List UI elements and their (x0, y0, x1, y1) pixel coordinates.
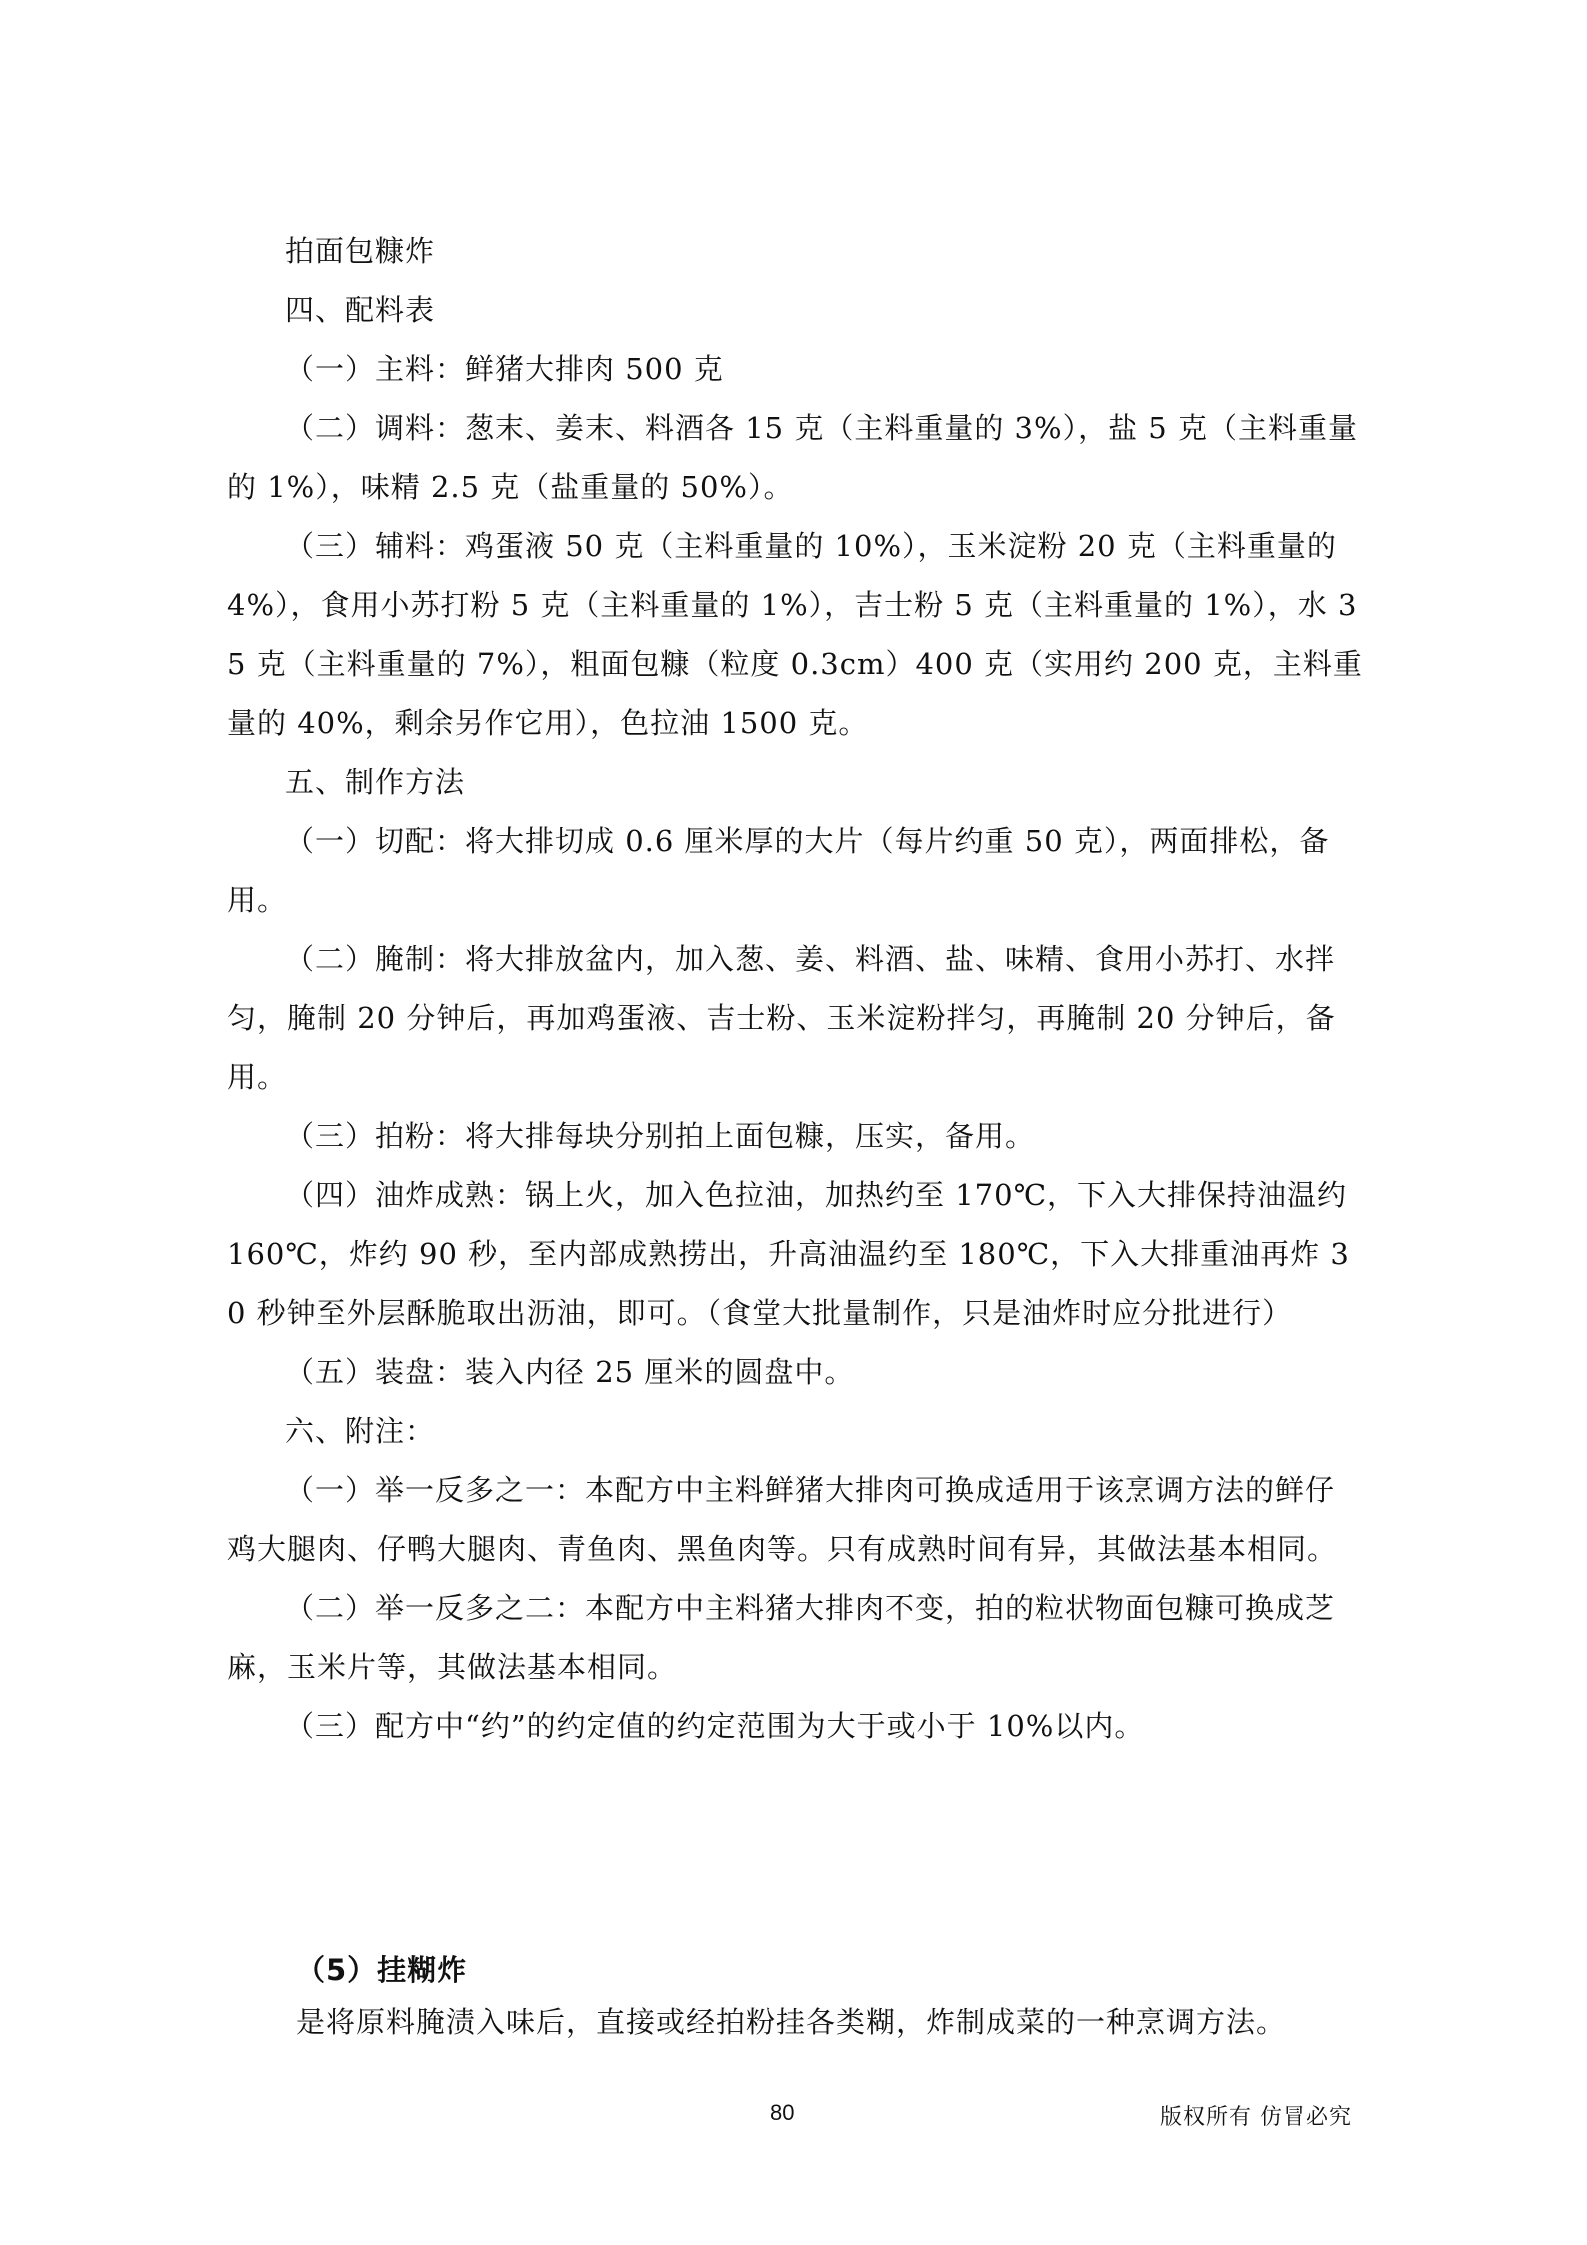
heading-notes: 六、附注： (285, 1414, 436, 1448)
paragraph-seasoning: （二）调料：葱末、姜末、料酒各 15 克（主料重量的 3%），盐 5 克（主料重量的 1%），味精 2.5 克（盐重量的 50%）。 (227, 411, 1358, 504)
heading-ingredients: 四、配料表 (285, 293, 436, 327)
paragraph-frying: （四）油炸成熟：锅上火，加入色拉油，加热约至 170℃，下入大排保持油温约 160℃，炸约 90 秒，至内部成熟捞出，升高油温约至 180℃，下入大排重油再炸 30 秒钟至外层酥脆取出沥油，即可。（食堂大批量制作，只是油炸时应分批进行） (227, 1178, 1350, 1330)
paragraph-dish-name: 拍面包糠炸 (285, 234, 436, 268)
paragraph-cutting: （一）切配：将大排切成 0.6 厘米厚的大片（每片约重 50 克），两面排松，备用。 (227, 824, 1330, 917)
section-intro: 是将原料腌渍入味后，直接或经拍粉挂各类糊，炸制成菜的一种烹调方法。 (296, 2005, 1287, 2039)
paragraph-marinating: （二）腌制：将大排放盆内，加入葱、姜、料酒、盐、味精、食用小苏打、水拌匀，腌制 20 分钟后，再加鸡蛋液、吉士粉、玉米淀粉拌匀，再腌制 20 分钟后，备用。 (227, 942, 1336, 1094)
paragraph-coating: （三）拍粉：将大排每块分别拍上面包糠，压实，备用。 (285, 1119, 1036, 1153)
paragraph-note-3: （三）配方中“约”的约定值的约定范围为大于或小于 10%以内。 (285, 1709, 1145, 1743)
heading-method: 五、制作方法 (285, 765, 466, 799)
body-text (227, 222, 1363, 1756)
copyright-notice: 版权所有 仿冒必究 (1160, 2105, 1352, 2130)
section-title: （5）挂糊炸 (296, 1953, 468, 1987)
paragraph-note-1: （一）举一反多之一：本配方中主料鲜猪大排肉可换成适用于该烹调方法的鲜仔鸡大腿肉、仔鸭大腿肉、青鱼肉、黑鱼肉等。只有成熟时间有异，其做法基本相同。 (227, 1473, 1338, 1566)
paragraph-note-2: （二）举一反多之二：本配方中主料猪大排肉不变，拍的粒状物面包糠可换成芝麻，玉米片等，其做法基本相同。 (227, 1591, 1336, 1684)
paragraph-auxiliary: （三）辅料：鸡蛋液 50 克（主料重量的 10%），玉米淀粉 20 克（主料重量的 4%），食用小苏打粉 5 克（主料重量的 1%），吉士粉 5 克（主料重量的 1%），水 35 克（主料重量的 7%），粗面包糠（粒度 0.3cm）400 克（实用约 200 克，主料重量的 40%，剩余另作它用），色拉油 1500 克。 (227, 529, 1363, 740)
paragraph-main-ingredient: （一）主料：鲜猪大排肉 500 克 (285, 352, 724, 386)
paragraph-plating: （五）装盘：装入内径 25 厘米的圆盘中。 (285, 1355, 855, 1389)
page-number: 80 (770, 2100, 795, 2125)
